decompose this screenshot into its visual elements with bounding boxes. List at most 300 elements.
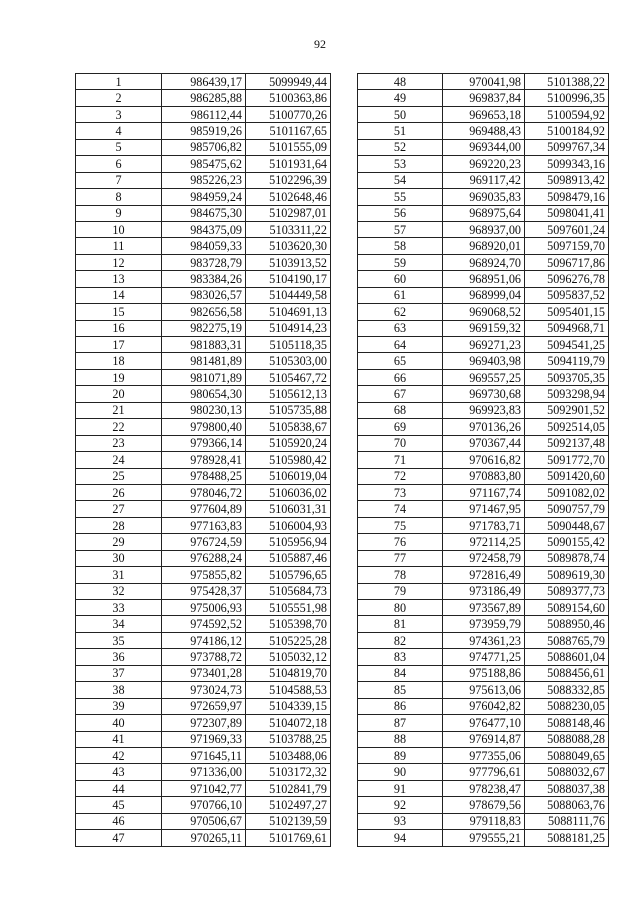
y-coordinate-cell: 5106031,31	[246, 501, 331, 517]
point-number-cell: 85	[358, 682, 443, 698]
x-coordinate-cell: 970616,82	[443, 452, 525, 468]
y-coordinate-cell: 5098479,16	[525, 189, 609, 205]
y-coordinate-cell: 5091082,02	[525, 484, 609, 500]
y-coordinate-cell: 5100770,26	[246, 106, 331, 122]
table-row	[358, 517, 609, 533]
x-coordinate-cell: 971783,71	[443, 517, 525, 533]
table-row	[76, 649, 331, 665]
x-coordinate-cell: 971467,95	[443, 501, 525, 517]
table-row	[358, 369, 609, 385]
table-row	[76, 600, 331, 616]
table-row	[358, 764, 609, 780]
x-coordinate-cell: 969159,32	[443, 320, 525, 336]
table-row	[358, 813, 609, 829]
table-row	[358, 583, 609, 599]
x-coordinate-cell: 969837,84	[443, 90, 525, 106]
y-coordinate-cell: 5094119,79	[525, 353, 609, 369]
y-coordinate-cell: 5105303,00	[246, 353, 331, 369]
x-coordinate-cell: 968951,06	[443, 271, 525, 287]
table-row	[76, 106, 331, 122]
y-coordinate-cell: 5104914,23	[246, 320, 331, 336]
y-coordinate-cell: 5092137,48	[525, 435, 609, 451]
x-coordinate-cell: 986439,17	[162, 74, 246, 90]
x-coordinate-cell: 974592,52	[162, 616, 246, 632]
point-number-cell: 14	[76, 287, 162, 303]
x-coordinate-cell: 971336,00	[162, 764, 246, 780]
point-number-cell: 91	[358, 780, 443, 796]
table-row	[358, 402, 609, 418]
point-number-cell: 48	[358, 74, 443, 90]
y-coordinate-cell: 5106004,93	[246, 517, 331, 533]
point-number-cell: 44	[76, 780, 162, 796]
table-row	[76, 517, 331, 533]
table-row	[76, 698, 331, 714]
table-row	[76, 353, 331, 369]
y-coordinate-cell: 5103788,25	[246, 731, 331, 747]
y-coordinate-cell: 5088032,67	[525, 764, 609, 780]
x-coordinate-cell: 969344,00	[443, 139, 525, 155]
point-number-cell: 13	[76, 271, 162, 287]
point-number-cell: 63	[358, 320, 443, 336]
table-row	[358, 90, 609, 106]
y-coordinate-cell: 5105920,24	[246, 435, 331, 451]
x-coordinate-cell: 970265,11	[162, 830, 246, 846]
y-coordinate-cell: 5103913,52	[246, 254, 331, 270]
point-number-cell: 6	[76, 156, 162, 172]
table-row	[76, 304, 331, 320]
y-coordinate-cell: 5089154,60	[525, 600, 609, 616]
x-coordinate-cell: 979555,21	[443, 830, 525, 846]
table-row	[358, 74, 609, 90]
x-coordinate-cell: 969220,23	[443, 156, 525, 172]
y-coordinate-cell: 5088111,76	[525, 813, 609, 829]
table-row	[358, 830, 609, 846]
table-row	[358, 353, 609, 369]
x-coordinate-cell: 984375,09	[162, 221, 246, 237]
table-row	[358, 468, 609, 484]
table-row	[76, 139, 331, 155]
point-number-cell: 7	[76, 172, 162, 188]
point-number-cell: 17	[76, 337, 162, 353]
x-coordinate-cell: 971969,33	[162, 731, 246, 747]
x-coordinate-cell: 968937,00	[443, 221, 525, 237]
y-coordinate-cell: 5090448,67	[525, 517, 609, 533]
table-row	[358, 386, 609, 402]
coordinates-table-right	[357, 73, 609, 847]
x-coordinate-cell: 977604,89	[162, 501, 246, 517]
table-row	[358, 484, 609, 500]
y-coordinate-cell: 5104449,58	[246, 287, 331, 303]
table-row	[76, 830, 331, 846]
y-coordinate-cell: 5097601,24	[525, 221, 609, 237]
y-coordinate-cell: 5100363,86	[246, 90, 331, 106]
x-coordinate-cell: 985475,62	[162, 156, 246, 172]
x-coordinate-cell: 969488,43	[443, 123, 525, 139]
point-number-cell: 83	[358, 649, 443, 665]
table-row	[76, 221, 331, 237]
x-coordinate-cell: 980654,30	[162, 386, 246, 402]
point-number-cell: 45	[76, 797, 162, 813]
point-number-cell: 94	[358, 830, 443, 846]
y-coordinate-cell: 5098913,42	[525, 172, 609, 188]
point-number-cell: 54	[358, 172, 443, 188]
x-coordinate-cell: 974361,23	[443, 632, 525, 648]
point-number-cell: 64	[358, 337, 443, 353]
point-number-cell: 82	[358, 632, 443, 648]
y-coordinate-cell: 5100594,92	[525, 106, 609, 122]
point-number-cell: 49	[358, 90, 443, 106]
point-number-cell: 72	[358, 468, 443, 484]
x-coordinate-cell: 972307,89	[162, 715, 246, 731]
x-coordinate-cell: 968999,04	[443, 287, 525, 303]
table-row	[76, 534, 331, 550]
y-coordinate-cell: 5094541,25	[525, 337, 609, 353]
x-coordinate-cell: 969068,52	[443, 304, 525, 320]
y-coordinate-cell: 5105956,94	[246, 534, 331, 550]
y-coordinate-cell: 5093705,35	[525, 369, 609, 385]
point-number-cell: 29	[76, 534, 162, 550]
x-coordinate-cell: 979118,83	[443, 813, 525, 829]
point-number-cell: 75	[358, 517, 443, 533]
table-row	[76, 813, 331, 829]
y-coordinate-cell: 5088063,76	[525, 797, 609, 813]
point-number-cell: 78	[358, 567, 443, 583]
x-coordinate-cell: 985706,82	[162, 139, 246, 155]
table-row	[358, 797, 609, 813]
y-coordinate-cell: 5088601,04	[525, 649, 609, 665]
table-row	[76, 780, 331, 796]
y-coordinate-cell: 5088037,38	[525, 780, 609, 796]
y-coordinate-cell: 5089619,30	[525, 567, 609, 583]
point-number-cell: 42	[76, 747, 162, 763]
point-number-cell: 27	[76, 501, 162, 517]
table-row	[358, 337, 609, 353]
x-coordinate-cell: 973788,72	[162, 649, 246, 665]
y-coordinate-cell: 5105684,73	[246, 583, 331, 599]
table-row	[358, 123, 609, 139]
table-row	[76, 583, 331, 599]
table-row	[358, 567, 609, 583]
x-coordinate-cell: 968920,01	[443, 238, 525, 254]
y-coordinate-cell: 5103172,32	[246, 764, 331, 780]
y-coordinate-cell: 5105735,88	[246, 402, 331, 418]
point-number-cell: 10	[76, 221, 162, 237]
y-coordinate-cell: 5104819,70	[246, 665, 331, 681]
y-coordinate-cell: 5088230,05	[525, 698, 609, 714]
x-coordinate-cell: 970766,10	[162, 797, 246, 813]
point-number-cell: 88	[358, 731, 443, 747]
point-number-cell: 58	[358, 238, 443, 254]
x-coordinate-cell: 984959,24	[162, 189, 246, 205]
point-number-cell: 61	[358, 287, 443, 303]
table-row	[358, 320, 609, 336]
point-number-cell: 93	[358, 813, 443, 829]
x-coordinate-cell: 975613,06	[443, 682, 525, 698]
table-row	[76, 747, 331, 763]
y-coordinate-cell: 5102987,01	[246, 205, 331, 221]
point-number-cell: 34	[76, 616, 162, 632]
x-coordinate-cell: 976288,24	[162, 550, 246, 566]
point-number-cell: 80	[358, 600, 443, 616]
point-number-cell: 24	[76, 452, 162, 468]
table-row	[76, 90, 331, 106]
x-coordinate-cell: 969557,25	[443, 369, 525, 385]
x-coordinate-cell: 974186,12	[162, 632, 246, 648]
x-coordinate-cell: 982275,19	[162, 320, 246, 336]
x-coordinate-cell: 983384,26	[162, 271, 246, 287]
table-row	[358, 501, 609, 517]
x-coordinate-cell: 969923,83	[443, 402, 525, 418]
point-number-cell: 74	[358, 501, 443, 517]
x-coordinate-cell: 978238,47	[443, 780, 525, 796]
x-coordinate-cell: 980230,13	[162, 402, 246, 418]
table-row	[358, 534, 609, 550]
table-row	[358, 156, 609, 172]
y-coordinate-cell: 5092901,52	[525, 402, 609, 418]
table-row	[76, 320, 331, 336]
y-coordinate-cell: 5105980,42	[246, 452, 331, 468]
y-coordinate-cell: 5093298,94	[525, 386, 609, 402]
table-row	[76, 468, 331, 484]
table-row	[76, 797, 331, 813]
table-row	[358, 205, 609, 221]
y-coordinate-cell: 5105225,28	[246, 632, 331, 648]
y-coordinate-cell: 5104691,13	[246, 304, 331, 320]
point-number-cell: 77	[358, 550, 443, 566]
point-number-cell: 67	[358, 386, 443, 402]
point-number-cell: 84	[358, 665, 443, 681]
y-coordinate-cell: 5105796,65	[246, 567, 331, 583]
table-row	[358, 189, 609, 205]
point-number-cell: 37	[76, 665, 162, 681]
table-row	[76, 123, 331, 139]
page-number: 92	[314, 37, 326, 51]
point-number-cell: 41	[76, 731, 162, 747]
x-coordinate-cell: 977796,61	[443, 764, 525, 780]
point-number-cell: 92	[358, 797, 443, 813]
x-coordinate-cell: 969730,68	[443, 386, 525, 402]
point-number-cell: 32	[76, 583, 162, 599]
table-row	[358, 419, 609, 435]
y-coordinate-cell: 5091420,60	[525, 468, 609, 484]
y-coordinate-cell: 5092514,05	[525, 419, 609, 435]
x-coordinate-cell: 970506,67	[162, 813, 246, 829]
point-number-cell: 35	[76, 632, 162, 648]
point-number-cell: 15	[76, 304, 162, 320]
x-coordinate-cell: 975188,86	[443, 665, 525, 681]
coordinates-table-left	[75, 73, 331, 847]
point-number-cell: 18	[76, 353, 162, 369]
x-coordinate-cell: 973024,73	[162, 682, 246, 698]
point-number-cell: 40	[76, 715, 162, 731]
x-coordinate-cell: 979800,40	[162, 419, 246, 435]
x-coordinate-cell: 979366,14	[162, 435, 246, 451]
point-number-cell: 81	[358, 616, 443, 632]
x-coordinate-cell: 976477,10	[443, 715, 525, 731]
table-row	[76, 74, 331, 90]
point-number-cell: 25	[76, 468, 162, 484]
y-coordinate-cell: 5105612,13	[246, 386, 331, 402]
table-row	[76, 337, 331, 353]
y-coordinate-cell: 5088181,25	[525, 830, 609, 846]
table-row	[76, 271, 331, 287]
point-number-cell: 60	[358, 271, 443, 287]
x-coordinate-cell: 977355,06	[443, 747, 525, 763]
table-row	[358, 435, 609, 451]
y-coordinate-cell: 5104588,53	[246, 682, 331, 698]
table-row	[358, 616, 609, 632]
x-coordinate-cell: 972659,97	[162, 698, 246, 714]
point-number-cell: 33	[76, 600, 162, 616]
x-coordinate-cell: 975428,37	[162, 583, 246, 599]
table-row	[358, 452, 609, 468]
x-coordinate-cell: 970367,44	[443, 435, 525, 451]
y-coordinate-cell: 5105551,98	[246, 600, 331, 616]
table-row	[76, 764, 331, 780]
table-row	[358, 715, 609, 731]
x-coordinate-cell: 969403,98	[443, 353, 525, 369]
point-number-cell: 26	[76, 484, 162, 500]
x-coordinate-cell: 982656,58	[162, 304, 246, 320]
y-coordinate-cell: 5088456,61	[525, 665, 609, 681]
x-coordinate-cell: 969271,23	[443, 337, 525, 353]
point-number-cell: 68	[358, 402, 443, 418]
table-row	[76, 484, 331, 500]
x-coordinate-cell: 981071,89	[162, 369, 246, 385]
table-row	[358, 780, 609, 796]
x-coordinate-cell: 972458,79	[443, 550, 525, 566]
y-coordinate-cell: 5102648,46	[246, 189, 331, 205]
table-row	[76, 731, 331, 747]
x-coordinate-cell: 978046,72	[162, 484, 246, 500]
x-coordinate-cell: 978928,41	[162, 452, 246, 468]
point-number-cell: 1	[76, 74, 162, 90]
y-coordinate-cell: 5091772,70	[525, 452, 609, 468]
point-number-cell: 8	[76, 189, 162, 205]
x-coordinate-cell: 984059,33	[162, 238, 246, 254]
table-row	[358, 254, 609, 270]
point-number-cell: 4	[76, 123, 162, 139]
table-row	[358, 550, 609, 566]
y-coordinate-cell: 5089377,73	[525, 583, 609, 599]
table-row	[358, 649, 609, 665]
point-number-cell: 52	[358, 139, 443, 155]
y-coordinate-cell: 5103488,06	[246, 747, 331, 763]
x-coordinate-cell: 975855,82	[162, 567, 246, 583]
point-number-cell: 55	[358, 189, 443, 205]
x-coordinate-cell: 971645,11	[162, 747, 246, 763]
point-number-cell: 47	[76, 830, 162, 846]
y-coordinate-cell: 5104339,15	[246, 698, 331, 714]
table-row	[358, 665, 609, 681]
table-row	[358, 632, 609, 648]
x-coordinate-cell: 977163,83	[162, 517, 246, 533]
y-coordinate-cell: 5100184,92	[525, 123, 609, 139]
x-coordinate-cell: 976042,82	[443, 698, 525, 714]
x-coordinate-cell: 976914,87	[443, 731, 525, 747]
y-coordinate-cell: 5099949,44	[246, 74, 331, 90]
y-coordinate-cell: 5099343,16	[525, 156, 609, 172]
y-coordinate-cell: 5097159,70	[525, 238, 609, 254]
x-coordinate-cell: 972816,49	[443, 567, 525, 583]
point-number-cell: 62	[358, 304, 443, 320]
y-coordinate-cell: 5105887,46	[246, 550, 331, 566]
point-number-cell: 9	[76, 205, 162, 221]
point-number-cell: 3	[76, 106, 162, 122]
x-coordinate-cell: 970041,98	[443, 74, 525, 90]
y-coordinate-cell: 5106036,02	[246, 484, 331, 500]
table-row	[358, 172, 609, 188]
y-coordinate-cell: 5098041,41	[525, 205, 609, 221]
point-number-cell: 69	[358, 419, 443, 435]
y-coordinate-cell: 5088148,46	[525, 715, 609, 731]
x-coordinate-cell: 981481,89	[162, 353, 246, 369]
table-row	[358, 682, 609, 698]
table-row	[76, 189, 331, 205]
y-coordinate-cell: 5101388,22	[525, 74, 609, 90]
x-coordinate-cell: 985226,23	[162, 172, 246, 188]
table-row	[358, 271, 609, 287]
x-coordinate-cell: 971167,74	[443, 484, 525, 500]
x-coordinate-cell: 983026,57	[162, 287, 246, 303]
table-row	[76, 419, 331, 435]
point-number-cell: 90	[358, 764, 443, 780]
x-coordinate-cell: 970883,80	[443, 468, 525, 484]
x-coordinate-cell: 984675,30	[162, 205, 246, 221]
point-number-cell: 46	[76, 813, 162, 829]
y-coordinate-cell: 5102497,27	[246, 797, 331, 813]
point-number-cell: 59	[358, 254, 443, 270]
table-row	[76, 156, 331, 172]
table-row	[358, 304, 609, 320]
point-number-cell: 86	[358, 698, 443, 714]
table-row	[76, 172, 331, 188]
point-number-cell: 36	[76, 649, 162, 665]
point-number-cell: 12	[76, 254, 162, 270]
x-coordinate-cell: 986285,88	[162, 90, 246, 106]
table-row	[358, 287, 609, 303]
x-coordinate-cell: 970136,26	[443, 419, 525, 435]
table-row	[76, 550, 331, 566]
table-row	[76, 402, 331, 418]
point-number-cell: 43	[76, 764, 162, 780]
x-coordinate-cell: 974771,25	[443, 649, 525, 665]
x-coordinate-cell: 968924,70	[443, 254, 525, 270]
point-number-cell: 5	[76, 139, 162, 155]
table-row	[76, 287, 331, 303]
point-number-cell: 30	[76, 550, 162, 566]
y-coordinate-cell: 5102296,39	[246, 172, 331, 188]
x-coordinate-cell: 978679,56	[443, 797, 525, 813]
x-coordinate-cell: 978488,25	[162, 468, 246, 484]
table-row	[76, 501, 331, 517]
x-coordinate-cell: 975006,93	[162, 600, 246, 616]
point-number-cell: 51	[358, 123, 443, 139]
y-coordinate-cell: 5102139,59	[246, 813, 331, 829]
x-coordinate-cell: 969117,42	[443, 172, 525, 188]
table-row	[76, 452, 331, 468]
y-coordinate-cell: 5088950,46	[525, 616, 609, 632]
y-coordinate-cell: 5090155,42	[525, 534, 609, 550]
point-number-cell: 11	[76, 238, 162, 254]
table-row	[76, 567, 331, 583]
table-row	[76, 435, 331, 451]
point-number-cell: 66	[358, 369, 443, 385]
x-coordinate-cell: 973401,28	[162, 665, 246, 681]
table-row	[358, 221, 609, 237]
point-number-cell: 71	[358, 452, 443, 468]
y-coordinate-cell: 5101931,64	[246, 156, 331, 172]
